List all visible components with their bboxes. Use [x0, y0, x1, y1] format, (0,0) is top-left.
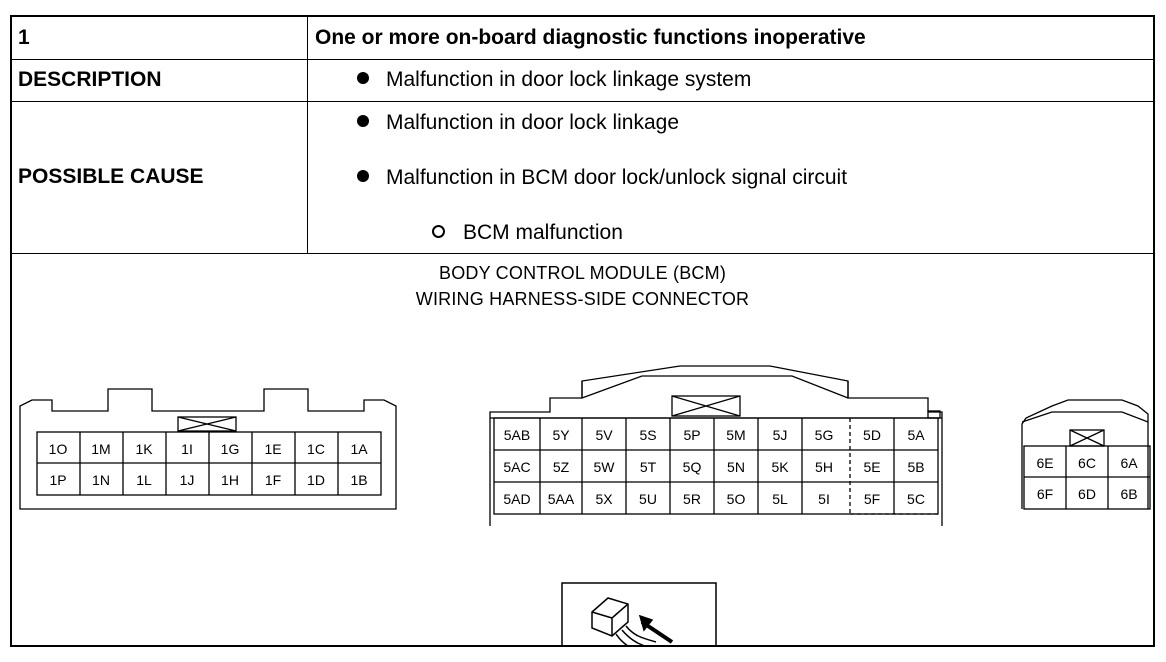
pin-label: 5M — [726, 427, 746, 443]
description-label-cell — [12, 59, 308, 101]
pin-label: 5Q — [682, 459, 702, 475]
pin-label: 5J — [772, 427, 788, 443]
pin-label: 6F — [1036, 486, 1054, 502]
pin-label: 1A — [350, 441, 368, 457]
pin-label: 6B — [1120, 486, 1138, 502]
pin-label: 6A — [1120, 455, 1138, 471]
pin-label: 5AA — [547, 491, 575, 507]
pin-label: 5C — [907, 491, 925, 507]
pin-label: 5N — [727, 459, 745, 475]
pin-label: 1I — [181, 441, 193, 457]
description-item: Malfunction in door lock linkage system — [357, 68, 751, 92]
connector-6-labels — [1036, 455, 1138, 502]
pin-label: 1C — [307, 441, 325, 457]
pin-label: 5B — [907, 459, 925, 475]
pin-label: 1H — [221, 472, 239, 488]
pin-label: 5AD — [503, 491, 531, 507]
pin-label: 5AB — [503, 427, 531, 443]
pin-label: 5E — [863, 459, 881, 475]
diagram-title-2: WIRING HARNESS-SIDE CONNECTOR — [415, 289, 750, 309]
pin-label: 6C — [1078, 455, 1096, 471]
pin-label: 5D — [863, 427, 881, 443]
harness-side-view-icon — [592, 598, 672, 647]
cause-item-1: Malfunction in door lock linkage — [357, 111, 679, 135]
cause-subitem-1: BCM malfunction — [432, 221, 623, 245]
possible-cause-row — [12, 101, 1153, 254]
pin-label: 1K — [135, 441, 153, 457]
pin-label: 5P — [683, 427, 701, 443]
pin-label: 5G — [814, 427, 834, 443]
pin-label: 5L — [772, 491, 788, 507]
bullet-icon — [357, 115, 369, 127]
pin-label: 5Y — [552, 427, 570, 443]
pin-label: 5K — [771, 459, 789, 475]
pin-label: 5V — [595, 427, 613, 443]
pin-label: 1O — [48, 441, 68, 457]
bullet-icon — [357, 170, 369, 182]
connector-diagram — [12, 254, 1153, 645]
pin-label: 1J — [179, 472, 195, 488]
description-label: DESCRIPTION — [18, 68, 162, 91]
pin-label: 5R — [683, 491, 701, 507]
pin-label: 5O — [726, 491, 746, 507]
connector-drawing — [12, 254, 1153, 647]
pin-label: 5H — [815, 459, 833, 475]
pin-label: 5X — [595, 491, 613, 507]
pin-label: 6E — [1036, 455, 1054, 471]
description-row — [12, 59, 1153, 102]
header-number: 1 — [18, 26, 30, 49]
pin-label: 1L — [136, 472, 152, 488]
pin-label: 1N — [92, 472, 110, 488]
diagnostic-table — [10, 15, 1155, 647]
cause-item-2: Malfunction in BCM door lock/unlock signal circuit — [357, 166, 847, 190]
pin-label: 5I — [818, 491, 830, 507]
header-row — [12, 17, 1153, 60]
pin-label: 5W — [593, 459, 615, 475]
possible-cause-label: POSSIBLE CAUSE — [18, 165, 204, 188]
pin-label: 5A — [907, 427, 925, 443]
diagram-title-1: BODY CONTROL MODULE (BCM) — [438, 263, 727, 283]
pin-label: 1F — [264, 472, 282, 488]
pin-label: 5F — [863, 491, 881, 507]
header-number-cell — [12, 17, 308, 59]
pin-label: 1E — [264, 441, 282, 457]
pin-label: 5S — [639, 427, 657, 443]
pin-label: 5Z — [552, 459, 570, 475]
pin-label: 1P — [49, 472, 67, 488]
pin-label: 1M — [91, 441, 111, 457]
bullet-icon — [357, 72, 369, 84]
pin-label: 5T — [639, 459, 657, 475]
pin-label: 5U — [639, 491, 657, 507]
connector-1-housing — [20, 389, 396, 509]
possible-cause-label-cell — [12, 101, 308, 253]
pin-label: 5AC — [503, 459, 531, 475]
pin-label: 1D — [307, 472, 325, 488]
sub-bullet-icon — [432, 225, 445, 238]
pin-label: 1B — [350, 472, 368, 488]
header-title: One or more on-board diagnostic functions inoperative — [315, 26, 866, 49]
pin-label: 6D — [1078, 486, 1096, 502]
pin-label: 1G — [220, 441, 240, 457]
